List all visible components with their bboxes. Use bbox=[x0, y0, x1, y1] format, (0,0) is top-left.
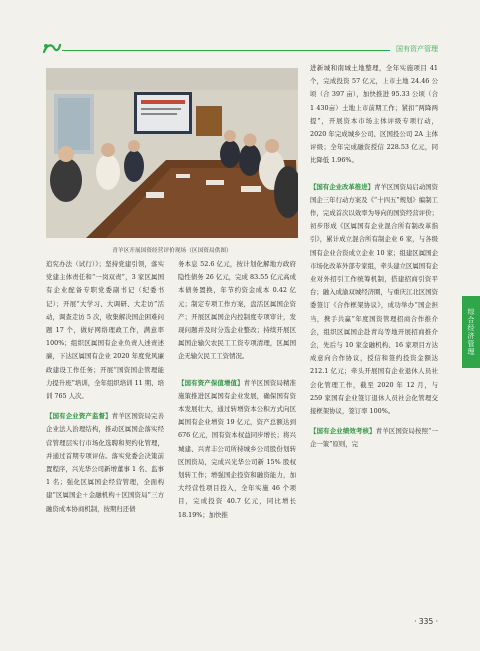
paragraph: 青羊区国资局按照“一企一策”原则，完 bbox=[310, 427, 439, 449]
paragraph: 务本息 52.6 亿元，按计划化解地方政府隐性债务 26 亿元，完成 83.55 亿元高成本债务置换，年节约资金成本 0.42 亿元；制定专项工作方案，盘活区属国企资产；开展区属国企内控制度专项审计，发现问题并及时分选企业整改；持续开展区属国企输欠农民工工资专项清理，区属国企无输欠民工工资情况。 bbox=[178, 260, 296, 361]
paragraph: 进新城和南城土地整理，全年实施项目 41 个，完成投资 57 亿元，上市土地 24.46 公顷（合 397 亩），加快推进 95.33 公顷（合 1 430亩）土地上市前期工作；紧扣“两降两提”，开展资本市场主体评级专项行动，2020 年完成城乡公司、区国投公司 2A 主体评级；全年完成融资授信 228.53 亿元，同比降低 1.96%。 bbox=[310, 64, 438, 165]
section-tag: 【国有企业绩效考核】 bbox=[310, 427, 376, 436]
column-2 bbox=[178, 258, 296, 522]
chapter-side-tab: 综合经济管理 bbox=[462, 296, 480, 368]
logo-icon bbox=[42, 42, 62, 54]
paragraph: 追究办法（试行）》；坚持党建引领，落实党建主体责任和“一岗双责”，3 家区属国有企业配备专职党委副书记（纪委书记）；开展“大学习、大调研、大走访”活动，调查走访 5 次，收集解决国企困难问题 17 个，做好网络理政工作，满意率 100%；组织区属国有企业负责人述责述廉，下达区属国有企业 2020 年度党风廉政建设工作任务；开展“国资国企管理能力提升班”培训，全年组织培训 11 期、培训 765 人次。 bbox=[46, 260, 164, 401]
column-3 bbox=[310, 62, 438, 452]
section-tag: 【国有企业改革推进】 bbox=[310, 182, 375, 191]
column-1 bbox=[46, 258, 164, 516]
page-number: · 335 · bbox=[414, 617, 438, 626]
section-tag: 【国有资产保值增值】 bbox=[178, 378, 244, 387]
header-rule bbox=[62, 50, 390, 51]
paragraph: 青羊区国资局完善企业法人治理结构，推动区属国企落实经营管理层实行市场化选聘和契约化管理，并通过首期专项评估。落实党委会决策前置程序，兴光华公司新增董事 1 名、监事 1 名；强化区属国企经营管理，全面构建“区属国企＋金融机构＋区国资局”三方融资成本协商机制，按期归还债 bbox=[46, 412, 165, 513]
section-title: 国有资产管理 bbox=[396, 45, 438, 53]
paragraph: 青羊区国资局启动国资国企三年行动方案及《“十四五”规划》编制工作，完成首次以效率为导向的国资经营评价；初步形成《区属国有企业混合所有制改革指引》，累计成立混合所有制企业 6 家，与各级国有企业合资成立企业 10 家；组建区属国企市场化改革外部专家组，牵头建立区属国有企业对外招引工作统筹机制，搭建招商引资平台；融入成渝双城经济圈，与重庆江北区国资委签订《合作框架协议》，成功举办“国企担当，携手共赢”年度国资管理招商合作推介会，组织区属国企赴青岛等地开展招商推介会，先后与 10 家金融机构、16 家项目方达成意向合作协议，授信和签约投资金额达 212.1 亿元；牵头开展国有企业退休人员社会化管理工作，截至 2020 年 12 月，与 259 家国有企业签订退休人员社会化管理交接框架协议，签订率 100%。 bbox=[310, 182, 439, 416]
photo-caption: 青羊区开展国资经营评价现场（区国资局供图） bbox=[112, 248, 232, 254]
paragraph: 青羊区国资局精准施策推进区属国有企业发展，确保国有资本发展壮大，通过转增资本公积方式向区属国有企业增资 19 亿元，资产总额达到 676 亿元，国有资本权益同步增长；将兴城建、兴青丰公司所持城乡公司股份划转区国资局，完成兴光华公司新 15% 股权划转工作；增强国企投资和融资能力，加大经营性项目投入，全年实施 46 个项目，完成投资 40.7 亿元，同比增长 18.19%；加快推 bbox=[178, 378, 297, 519]
meeting-photo bbox=[46, 68, 298, 238]
section-tag: 【国有企业资产监督】 bbox=[46, 412, 112, 421]
